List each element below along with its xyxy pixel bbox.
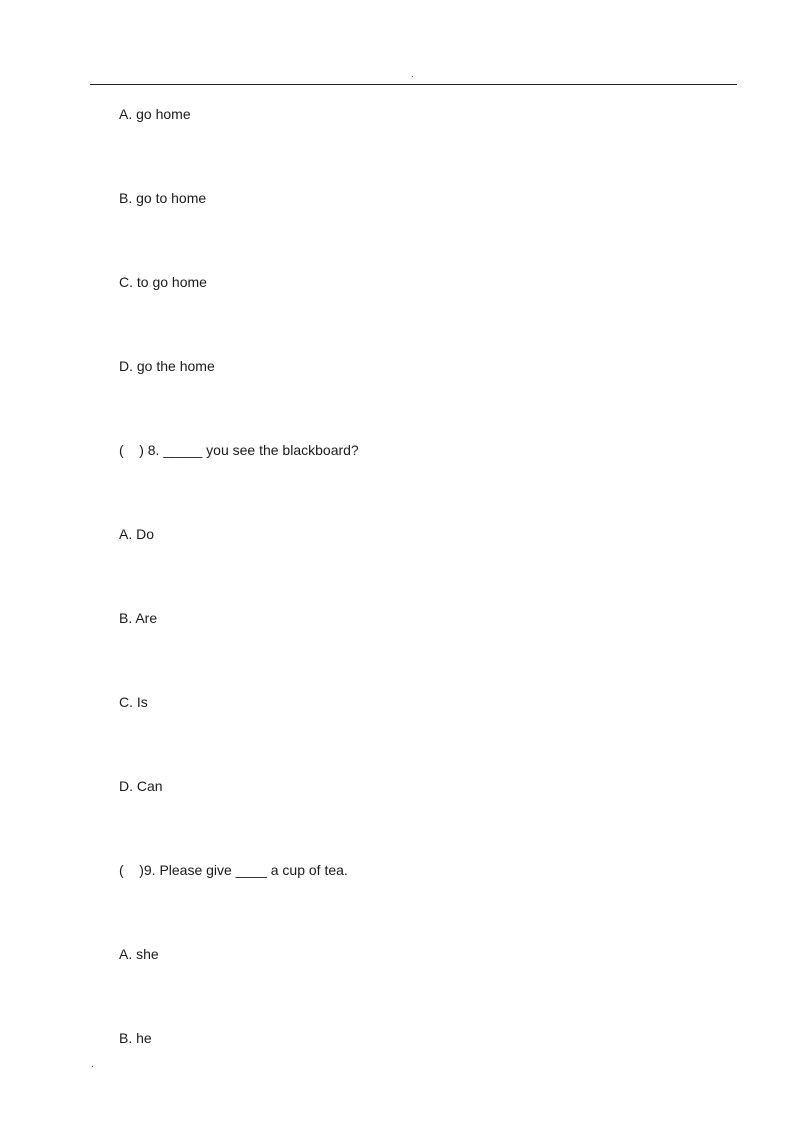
option-a-q9: A. she	[119, 946, 159, 962]
option-b-q8: B. Are	[119, 610, 158, 626]
option-c-q7: C. to go home	[119, 274, 207, 290]
footer-mark: .	[91, 1059, 94, 1070]
option-a-q8: A. Do	[119, 526, 155, 542]
option-a-q7: A. go home	[119, 106, 191, 122]
header-rule	[90, 84, 737, 85]
option-b-q7: B. go to home	[119, 190, 207, 206]
question-9: ( )9. Please give ____ a cup of tea.	[119, 862, 348, 878]
option-b-q9: B. he	[119, 1030, 152, 1046]
question-8: ( ) 8. _____ you see the blackboard?	[119, 442, 359, 458]
header-mark: .	[411, 69, 414, 80]
option-c-q8: C. Is	[119, 694, 148, 710]
option-d-q7: D. go the home	[119, 358, 215, 374]
option-d-q8: D. Can	[119, 778, 163, 794]
